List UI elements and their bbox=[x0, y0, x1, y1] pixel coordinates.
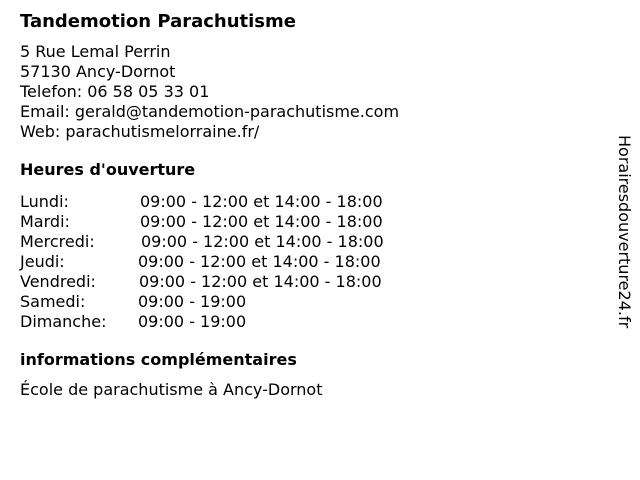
hours-row-saturday bbox=[20, 292, 600, 312]
hours-table bbox=[20, 192, 600, 332]
time-range: 09:00 - 12:00 et 14:00 - 18:00 bbox=[138, 252, 381, 271]
info-heading: informations complémentaires bbox=[20, 350, 297, 369]
street-address: 5 Rue Lemal Perrin bbox=[20, 42, 171, 61]
day-label: Dimanche: bbox=[20, 312, 107, 331]
email-line: Email: gerald@tandemotion-parachutisme.com bbox=[20, 102, 400, 121]
postal-city: 57130 Ancy-Dornot bbox=[20, 62, 176, 81]
time-range: 09:00 - 12:00 et 14:00 - 18:00 bbox=[141, 232, 384, 251]
business-name: Tandemotion Parachutisme bbox=[20, 11, 296, 32]
hours-row-wednesday bbox=[20, 232, 600, 252]
hours-row-tuesday bbox=[20, 212, 600, 232]
business-card bbox=[20, 10, 600, 400]
hours-heading: Heures d'ouverture bbox=[20, 160, 196, 179]
hours-row-monday bbox=[20, 192, 600, 212]
day-label: Vendredi: bbox=[20, 272, 96, 291]
day-label: Lundi: bbox=[20, 192, 69, 211]
web-line: Web: parachutismelorraine.fr/ bbox=[20, 122, 260, 141]
phone-line: Telefon: 06 58 05 33 01 bbox=[20, 82, 210, 101]
day-label: Samedi: bbox=[20, 292, 86, 311]
watermark-text: Horairesdouverture24.fr bbox=[615, 135, 634, 329]
time-range: 09:00 - 19:00 bbox=[138, 292, 247, 311]
time-range: 09:00 - 19:00 bbox=[138, 312, 247, 331]
time-range: 09:00 - 12:00 et 14:00 - 18:00 bbox=[139, 272, 382, 291]
info-text: École de parachutisme à Ancy-Dornot bbox=[20, 380, 323, 399]
time-range: 09:00 - 12:00 et 14:00 - 18:00 bbox=[140, 192, 383, 211]
day-label: Jeudi: bbox=[20, 252, 65, 271]
hours-row-friday bbox=[20, 272, 600, 292]
day-label: Mardi: bbox=[20, 212, 70, 231]
day-label: Mercredi: bbox=[20, 232, 95, 251]
time-range: 09:00 - 12:00 et 14:00 - 18:00 bbox=[140, 212, 383, 231]
address-block bbox=[20, 42, 600, 142]
hours-row-sunday bbox=[20, 312, 600, 332]
hours-row-thursday bbox=[20, 252, 600, 272]
